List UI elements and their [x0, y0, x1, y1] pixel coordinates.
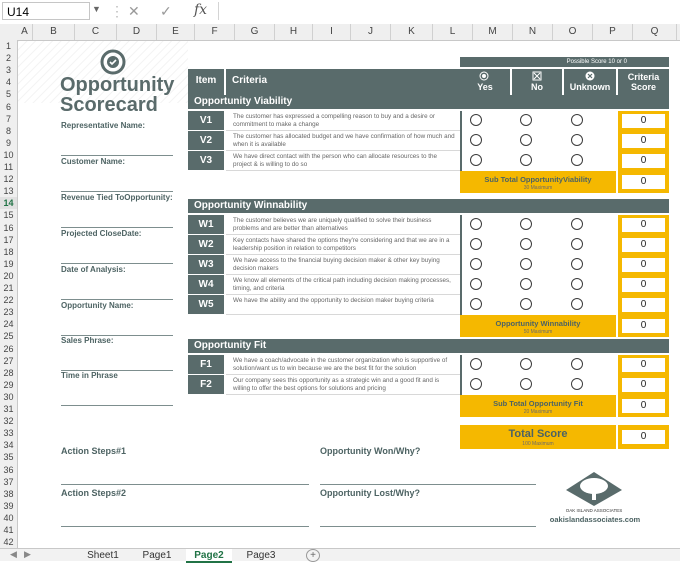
item-code[interactable]: V3	[188, 151, 224, 170]
action-steps-1: Action Steps#1	[61, 446, 127, 456]
row-header[interactable]: 6	[5, 101, 11, 112]
info-label[interactable]: Revenue Tied ToOpportunity:	[61, 193, 173, 202]
unknown-label: Unknown	[569, 82, 611, 92]
subtotal-label[interactable]: Opportunity Winnability	[495, 319, 581, 328]
name-box[interactable]: U14	[2, 2, 90, 20]
row-divider[interactable]	[226, 394, 460, 395]
row-divider[interactable]	[226, 294, 460, 295]
subtotal-label[interactable]: Sub Total OpportunityViability	[484, 175, 592, 184]
opportunity-lost: Opportunity Lost/Why?	[320, 488, 420, 498]
logo-url[interactable]: oakislandassociates.com	[549, 515, 641, 524]
item-code[interactable]: F2	[188, 375, 224, 394]
title-line1: Opportunity	[60, 74, 175, 96]
total-label: Total Score	[508, 428, 568, 440]
row-header[interactable]: 34	[3, 440, 14, 451]
item-code[interactable]: W4	[188, 275, 224, 294]
unknown-icon	[585, 71, 595, 81]
yes-header	[460, 69, 510, 95]
no-radio[interactable]	[520, 154, 532, 166]
criteria-text[interactable]: We have the ability and the opportunity to decision maker buying criteria	[233, 297, 434, 304]
info-label[interactable]: Time in Phrase	[61, 371, 118, 380]
subtotal-max[interactable]: 30 Maximum	[523, 185, 553, 191]
column-header[interactable]: N	[513, 24, 553, 40]
unknown-radio[interactable]	[571, 378, 583, 390]
sheet-tab[interactable]: Page1	[142, 550, 172, 561]
no-radio[interactable]	[520, 218, 532, 230]
row-header[interactable]: 15	[3, 210, 14, 221]
opportunity-lost-line	[320, 526, 536, 527]
row-headers	[0, 40, 18, 548]
info-label[interactable]: Date of Analysis:	[61, 265, 126, 274]
separator-icon: ⋮	[110, 3, 124, 19]
row-header[interactable]: 20	[3, 270, 14, 281]
column-header[interactable]: A	[17, 24, 33, 40]
info-label[interactable]: Projected CloseDate:	[61, 229, 142, 238]
item-code[interactable]: W3	[188, 255, 224, 274]
criteria-text[interactable]: The customer has allocated budget and we have confirmation of how much and when it is available	[233, 133, 455, 148]
row-header[interactable]: 14	[0, 197, 17, 209]
subtotal-max[interactable]: 50 Maximum	[523, 329, 553, 335]
action-steps-2-line	[61, 526, 309, 527]
row-header[interactable]: 37	[3, 476, 14, 487]
criteria-score-line1: Criteria	[627, 72, 660, 82]
no-header	[512, 69, 562, 95]
row-header[interactable]: 16	[3, 222, 14, 233]
info-label[interactable]: Representative Name:	[61, 121, 146, 130]
row-header[interactable]: 21	[3, 283, 14, 293]
criteria-score[interactable]: 0	[622, 278, 665, 292]
tab-scroll-right-icon[interactable]: ▶	[24, 549, 31, 559]
unknown-radio[interactable]	[571, 258, 583, 270]
row-header[interactable]: 5	[5, 89, 11, 100]
unknown-radio[interactable]	[571, 298, 583, 310]
yes-icon	[479, 71, 489, 81]
radio-panel[interactable]	[460, 355, 616, 395]
criteria-text[interactable]: Our company sees this opportunity as a strategic win and a good fit and is willing to offer the best options for solutions and pricing	[233, 377, 440, 392]
possible-score-header: Possible Score 10 or 0	[460, 57, 669, 67]
criteria-score[interactable]: 0	[622, 358, 665, 372]
insert-function-icon[interactable]: fx	[194, 2, 208, 18]
yes-radio[interactable]	[470, 238, 482, 250]
row-header[interactable]: 38	[3, 488, 14, 499]
no-radio[interactable]	[520, 278, 532, 290]
info-label[interactable]: Sales Phrase:	[61, 336, 114, 345]
opportunity-won: Opportunity Won/Why?	[320, 446, 421, 456]
new-sheet-icon[interactable]: +	[306, 549, 320, 562]
criteria-text[interactable]: We know all elements of the critical path including decision making processes, timing, and criteria	[233, 277, 451, 292]
column-header[interactable]: C	[75, 24, 117, 40]
row-header[interactable]: 3	[5, 65, 11, 76]
item-header: Item	[188, 69, 224, 95]
title-line2: Scorecard	[60, 94, 158, 116]
no-radio[interactable]	[520, 378, 532, 390]
yes-radio[interactable]	[470, 134, 482, 146]
subtotal-score[interactable]: 0	[622, 175, 665, 189]
no-radio[interactable]	[520, 358, 532, 370]
no-radio[interactable]	[520, 298, 532, 310]
subtotal-score[interactable]: 0	[622, 319, 665, 333]
section-title[interactable]: Opportunity Viability	[188, 95, 669, 109]
no-label: No	[531, 82, 543, 92]
column-header[interactable]: J	[351, 24, 391, 40]
sheet-tab[interactable]: Page2	[186, 549, 232, 563]
total-score-value[interactable]: 0	[622, 430, 665, 444]
no-icon	[532, 71, 542, 81]
row-header[interactable]: 30	[3, 391, 14, 402]
row-header[interactable]: 10	[3, 149, 14, 160]
criteria-text[interactable]: Key contacts have shared the options they're considering and that we are in a leadership position in relation to competitors	[233, 237, 450, 252]
row-header[interactable]: 40	[3, 512, 14, 523]
row-header[interactable]: 19	[3, 258, 14, 269]
sheet-tab-bar	[0, 548, 680, 561]
yes-label: Yes	[477, 82, 493, 92]
criteria-text[interactable]: We have access to the financial buying decision maker & other key buying decision makers	[233, 257, 440, 272]
unknown-radio[interactable]	[571, 358, 583, 370]
tab-scroll-left-icon[interactable]: ◀	[10, 549, 17, 559]
criteria-score[interactable]: 0	[622, 238, 665, 252]
criteria-text[interactable]: The customer believes we are uniquely qualified to solve their business problems and are better than alternatives	[233, 217, 432, 232]
unknown-radio[interactable]	[571, 154, 583, 166]
row-divider[interactable]	[226, 314, 460, 315]
row-header[interactable]: 1	[5, 41, 11, 51]
name-box-dropdown-icon[interactable]: ▼	[92, 4, 101, 14]
item-code[interactable]: F1	[188, 355, 224, 374]
total-max: 100 Maximum	[522, 441, 554, 447]
row-header[interactable]: 26	[3, 343, 14, 354]
criteria-score-line2: Score	[630, 82, 656, 92]
criteria-text[interactable]: The customer has expressed a compelling reason to buy and a desire or commitment to make a change	[233, 113, 435, 128]
row-header[interactable]: 28	[3, 367, 14, 378]
sheet-area	[18, 41, 680, 548]
action-steps-1-line	[61, 484, 309, 485]
row-header[interactable]: 39	[3, 500, 14, 511]
unknown-radio[interactable]	[571, 278, 583, 290]
item-code[interactable]: V2	[188, 131, 224, 150]
row-header[interactable]: 8	[5, 125, 11, 136]
row-divider[interactable]	[226, 234, 460, 235]
row-header[interactable]: 13	[3, 186, 14, 197]
yes-radio[interactable]	[470, 358, 482, 370]
row-divider[interactable]	[226, 170, 460, 171]
column-header[interactable]: E	[157, 24, 195, 40]
info-underline[interactable]	[61, 263, 173, 264]
cancel-icon[interactable]: ✕	[128, 3, 140, 19]
row-header[interactable]: 24	[3, 319, 14, 330]
section-title[interactable]: Opportunity Fit	[188, 339, 669, 353]
column-header[interactable]: D	[117, 24, 157, 40]
radio-panel[interactable]	[460, 215, 616, 315]
row-divider[interactable]	[226, 254, 460, 255]
unknown-radio[interactable]	[571, 238, 583, 250]
item-code[interactable]: W2	[188, 235, 224, 254]
row-divider[interactable]	[226, 130, 460, 131]
column-header[interactable]: I	[313, 24, 351, 40]
no-radio[interactable]	[520, 238, 532, 250]
row-header[interactable]: 32	[3, 416, 14, 427]
row-header[interactable]: 18	[3, 246, 14, 257]
formula-bar	[0, 0, 680, 25]
yes-radio[interactable]	[470, 278, 482, 290]
row-header[interactable]: 9	[5, 137, 11, 148]
row-header[interactable]: 12	[3, 174, 14, 185]
info-underline[interactable]	[61, 405, 173, 406]
column-header[interactable]: F	[195, 24, 235, 40]
row-header[interactable]: 22	[3, 295, 14, 306]
yes-radio[interactable]	[470, 154, 482, 166]
criteria-text[interactable]: We have a coach/advocate in the customer organization who is supportive of solution/want us to win because we are the best fit for the solution	[233, 357, 448, 372]
row-divider[interactable]	[226, 374, 460, 375]
column-header[interactable]: O	[553, 24, 593, 40]
row-header[interactable]: 36	[3, 464, 14, 475]
row-header[interactable]: 4	[5, 77, 11, 88]
row-header[interactable]: 2	[5, 53, 11, 64]
criteria-header: Criteria	[226, 69, 460, 95]
subtotal-max[interactable]: 20 Maximum	[523, 409, 553, 415]
subtotal-score[interactable]: 0	[622, 399, 665, 413]
no-radio[interactable]	[520, 258, 532, 270]
row-header[interactable]: 17	[3, 234, 14, 245]
yes-radio[interactable]	[470, 218, 482, 230]
info-underline[interactable]	[61, 191, 173, 192]
criteria-score[interactable]: 0	[622, 258, 665, 272]
row-header[interactable]: 42	[3, 537, 14, 548]
row-header[interactable]: 7	[5, 113, 11, 124]
row-header[interactable]: 29	[3, 379, 14, 390]
criteria-text[interactable]: We have direct contact with the person who can allocate resources to the project & is willing to do so	[233, 153, 437, 168]
row-header[interactable]: 31	[3, 404, 14, 414]
criteria-score[interactable]: 0	[622, 378, 665, 392]
enter-icon[interactable]: ✓	[160, 3, 172, 19]
info-underline[interactable]	[61, 227, 173, 228]
column-header[interactable]: M	[473, 24, 513, 40]
info-underline[interactable]	[61, 155, 173, 156]
no-radio[interactable]	[520, 134, 532, 146]
row-header[interactable]: 33	[3, 428, 14, 439]
row-header[interactable]: 41	[3, 525, 14, 535]
row-divider[interactable]	[226, 150, 460, 151]
column-header[interactable]: P	[593, 24, 633, 40]
row-header[interactable]: 23	[3, 307, 14, 318]
column-headers	[0, 24, 680, 41]
info-underline[interactable]	[61, 299, 173, 300]
criteria-score[interactable]: 0	[622, 134, 665, 148]
action-steps-2: Action Steps#2	[61, 488, 127, 498]
unknown-radio[interactable]	[571, 218, 583, 230]
column-header[interactable]: G	[235, 24, 275, 40]
yes-radio[interactable]	[470, 298, 482, 310]
subtotal-label[interactable]: Sub Total Opportunity Fit	[493, 399, 583, 408]
item-code[interactable]: W5	[188, 295, 224, 314]
no-radio[interactable]	[520, 114, 532, 126]
unknown-header	[564, 69, 616, 95]
item-code[interactable]: V1	[188, 111, 224, 130]
criteria-score[interactable]: 0	[622, 154, 665, 168]
yes-radio[interactable]	[470, 378, 482, 390]
oak-tree-logo-icon	[564, 470, 624, 508]
criteria-score[interactable]: 0	[622, 114, 665, 128]
sheet-tab[interactable]: Page3	[246, 550, 276, 561]
criteria-score[interactable]: 0	[622, 298, 665, 312]
logo-company: OAK ISLAND ASSOCIATES	[565, 508, 623, 513]
column-header[interactable]: B	[33, 24, 75, 40]
column-header[interactable]: K	[391, 24, 433, 40]
info-label[interactable]: Customer Name:	[61, 157, 126, 166]
yes-radio[interactable]	[470, 258, 482, 270]
column-header[interactable]: H	[275, 24, 313, 40]
criteria-score-header	[618, 69, 669, 95]
row-header[interactable]: 25	[3, 331, 14, 342]
row-header[interactable]: 27	[3, 355, 14, 366]
criteria-score[interactable]: 0	[622, 218, 665, 232]
radio-panel[interactable]	[460, 111, 616, 171]
row-divider[interactable]	[226, 274, 460, 275]
yes-radio[interactable]	[470, 114, 482, 126]
column-header[interactable]: Q	[633, 24, 677, 40]
row-header[interactable]: 35	[3, 452, 14, 463]
row-header[interactable]: 11	[3, 162, 14, 172]
total-panel	[460, 425, 616, 449]
total-score-cell	[618, 425, 669, 449]
item-code[interactable]: W1	[188, 215, 224, 234]
column-header[interactable]: L	[433, 24, 473, 40]
unknown-radio[interactable]	[571, 114, 583, 126]
unknown-radio[interactable]	[571, 134, 583, 146]
formula-input[interactable]	[218, 2, 679, 20]
sheet-tab[interactable]: Sheet1	[87, 550, 119, 561]
info-label[interactable]: Opportunity Name:	[61, 301, 134, 310]
target-check-icon	[100, 49, 126, 75]
section-title[interactable]: Opportunity Winnability	[188, 199, 669, 213]
opportunity-won-line	[320, 484, 536, 485]
